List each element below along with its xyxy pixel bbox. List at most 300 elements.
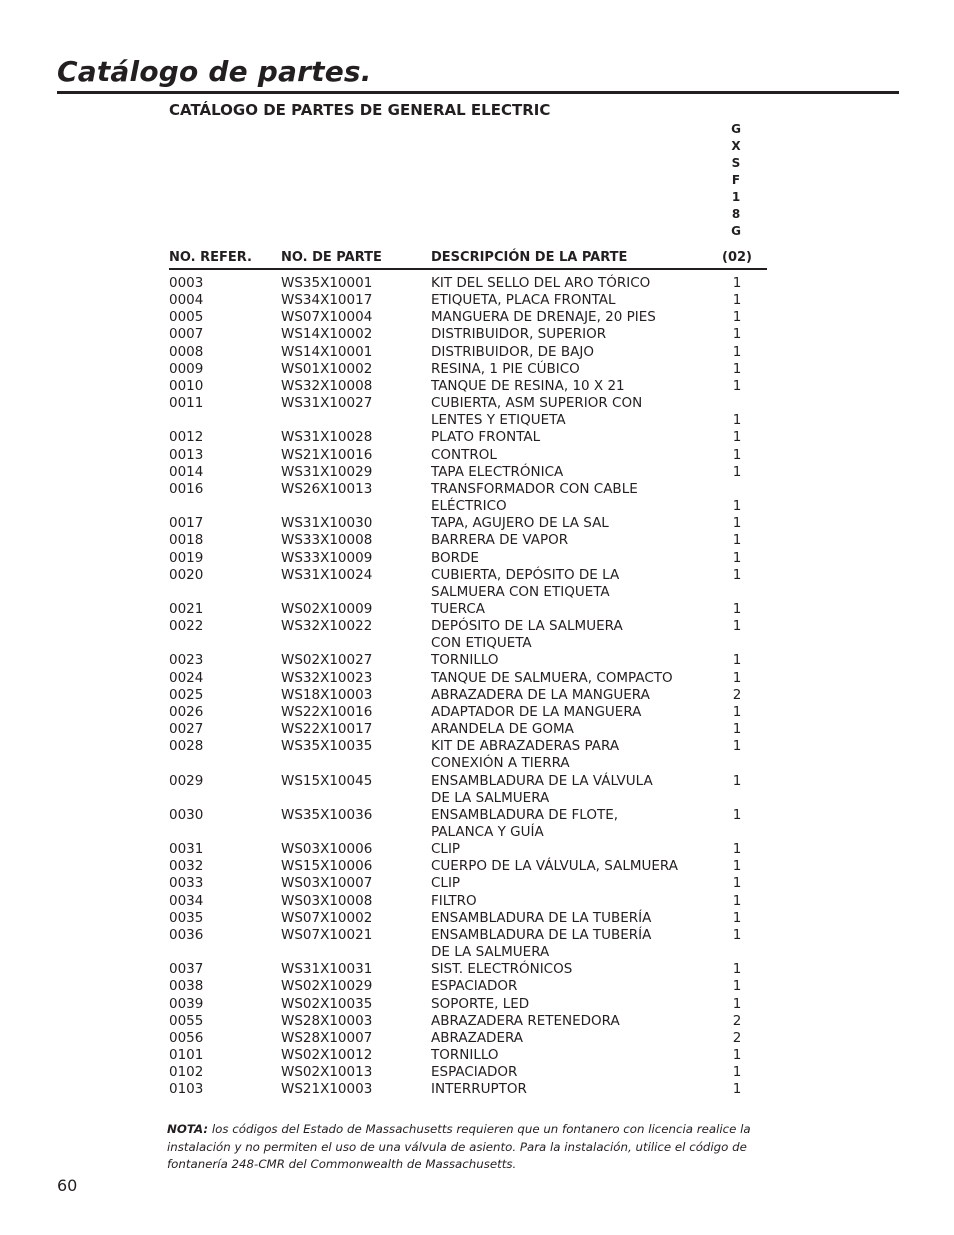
- ref-number-cell: 0030: [169, 806, 204, 823]
- model-letter: 1: [731, 190, 741, 204]
- model-letter: G: [731, 224, 741, 238]
- description-line: SOPORTE, LED: [431, 995, 530, 1012]
- ref-number-cell: 0010: [169, 377, 204, 394]
- quantity-cell: [723, 927, 751, 961]
- description-cell: [431, 996, 723, 1013]
- quantity-cell: [723, 395, 751, 429]
- description-cell: [431, 1013, 723, 1030]
- model-letter: G: [731, 122, 741, 136]
- description-line: RESINA, 1 PIE CÚBICO: [431, 360, 580, 377]
- part-number-cell: WS34X10017: [281, 292, 373, 309]
- title-divider: [57, 91, 899, 94]
- ref-number-cell: 0011: [169, 395, 204, 412]
- quantity-cell: [723, 481, 751, 515]
- table-row: [169, 532, 767, 549]
- quantity-value: 1: [732, 446, 742, 463]
- ref-number-cell: 0022: [169, 618, 204, 635]
- note-text: los códigos del Estado de Massachusetts requieren que un fontanero con licencia realice la instalación y no permiten el uso de una válvula de asiento. Para la instalación, utilice el código de fontanería 248-CMR del Commonwealth de Massachusetts.: [167, 1122, 751, 1171]
- quantity-cell: [723, 704, 751, 721]
- part-number-cell: WS32X10023: [281, 669, 373, 686]
- description-line: PALANCA Y GUÍA: [431, 824, 544, 840]
- description-line: TAPA, AGUJERO DE LA SAL: [431, 515, 609, 532]
- quantity-cell: [723, 738, 751, 772]
- table-row: [169, 378, 767, 395]
- description-cell: [431, 670, 723, 687]
- quantity-value: 2: [732, 1012, 742, 1029]
- description-cell: [431, 807, 723, 841]
- quantity-cell: [723, 326, 751, 343]
- table-row: [169, 361, 767, 378]
- description-line: TRANSFORMADOR CON CABLE: [431, 480, 638, 497]
- description-line: KIT DEL SELLO DEL ARO TÓRICO: [431, 275, 651, 291]
- description-cell: [431, 738, 723, 772]
- table-row: [169, 996, 767, 1013]
- description-line: CONTROL: [431, 446, 497, 463]
- table-row: [169, 447, 767, 464]
- quantity-cell: [723, 567, 751, 601]
- quantity-cell: [723, 773, 751, 807]
- part-number-cell: WS03X10007: [281, 875, 373, 892]
- table-row: [169, 395, 767, 429]
- quantity-cell: [723, 447, 751, 464]
- description-line: TORNILLO: [431, 1047, 499, 1064]
- description-line: ABRAZADERA: [431, 1029, 524, 1046]
- part-number-cell: WS02X10035: [281, 995, 373, 1012]
- quantity-value: 2: [732, 686, 742, 703]
- description-line: INTERRUPTOR: [431, 1081, 527, 1098]
- quantity-value: 1: [732, 875, 742, 892]
- part-number-cell: WS02X10013: [281, 1064, 373, 1081]
- quantity-value: 1: [732, 806, 742, 823]
- quantity-value: 1: [732, 978, 742, 995]
- quantity-value: 1: [732, 652, 742, 669]
- quantity-cell: [723, 275, 751, 292]
- description-line: ETIQUETA, PLACA FRONTAL: [431, 292, 616, 309]
- table-row: [169, 858, 767, 875]
- quantity-value: 1: [732, 961, 742, 978]
- description-line: KIT DE ABRAZADERAS PARA: [431, 738, 620, 755]
- table-row: [169, 652, 767, 669]
- quantity-value: 1: [732, 1081, 742, 1098]
- part-number-cell: WS33X10008: [281, 532, 373, 549]
- table-row: [169, 550, 767, 567]
- description-line: ESPACIADOR: [431, 978, 518, 995]
- table-row: [169, 961, 767, 978]
- ref-number-cell: 0037: [169, 961, 204, 978]
- part-number-cell: WS15X10045: [281, 772, 373, 789]
- ref-number-cell: 0019: [169, 549, 204, 566]
- page-number: 60: [57, 1176, 78, 1195]
- quantity-cell: [723, 1030, 751, 1047]
- quantity-value: 1: [732, 721, 742, 738]
- quantity-cell: [723, 841, 751, 858]
- description-cell: [431, 292, 723, 309]
- description-line: ABRAZADERA RETENEDORA: [431, 1012, 620, 1029]
- description-line: FILTRO: [431, 892, 477, 909]
- description-cell: [431, 875, 723, 892]
- ref-number-cell: 0014: [169, 463, 204, 480]
- ref-number-cell: 0032: [169, 858, 204, 875]
- description-cell: [431, 1047, 723, 1064]
- quantity-value: 1: [732, 377, 742, 394]
- description-line: CUBIERTA, ASM SUPERIOR CON: [431, 395, 643, 412]
- ref-number-cell: 0013: [169, 446, 204, 463]
- ref-number-cell: 0004: [169, 292, 204, 309]
- table-row: [169, 704, 767, 721]
- ref-number-cell: 0007: [169, 326, 204, 343]
- ref-number-cell: 0028: [169, 738, 204, 755]
- description-line: ENSAMBLADURA DE LA TUBERÍA: [431, 926, 652, 943]
- quantity-cell: [723, 910, 751, 927]
- ref-number-cell: 0003: [169, 275, 204, 291]
- model-code-vertical: [722, 121, 750, 240]
- description-cell: [431, 344, 723, 361]
- table-row: [169, 773, 767, 807]
- table-row: [169, 429, 767, 446]
- description-cell: [431, 704, 723, 721]
- quantity-cell: [723, 292, 751, 309]
- quantity-cell: [723, 687, 751, 704]
- quantity-value: 1: [732, 669, 742, 686]
- table-row: [169, 309, 767, 326]
- quantity-cell: [723, 344, 751, 361]
- ref-number-cell: 0102: [169, 1064, 204, 1081]
- table-row: [169, 978, 767, 995]
- table-row: [169, 1047, 767, 1064]
- part-number-cell: WS31X10027: [281, 395, 373, 412]
- quantity-cell: [723, 429, 751, 446]
- description-line: DE LA SALMUERA: [431, 944, 550, 961]
- description-cell: [431, 910, 723, 927]
- table-row: [169, 893, 767, 910]
- quantity-value: 1: [732, 292, 742, 309]
- quantity-cell: [723, 550, 751, 567]
- ref-number-cell: 0029: [169, 772, 204, 789]
- description-line: MANGUERA DE DRENAJE, 20 PIES: [431, 309, 656, 326]
- description-line: ENSAMBLADURA DE FLOTE,: [431, 806, 619, 823]
- description-cell: [431, 618, 723, 652]
- part-number-cell: WS31X10024: [281, 566, 373, 583]
- description-cell: [431, 978, 723, 995]
- description-line: DISTRIBUIDOR, SUPERIOR: [431, 326, 607, 343]
- description-cell: [431, 841, 723, 858]
- quantity-value: 1: [732, 275, 742, 291]
- description-line: SALMUERA CON ETIQUETA: [431, 583, 610, 600]
- description-line: SIST. ELECTRÓNICOS: [431, 961, 573, 978]
- ref-number-cell: 0017: [169, 515, 204, 532]
- quantity-value: 1: [732, 841, 742, 858]
- part-number-cell: WS21X10003: [281, 1081, 373, 1098]
- description-cell: [431, 481, 723, 515]
- description-cell: [431, 532, 723, 549]
- description-line: ADAPTADOR DE LA MANGUERA: [431, 703, 642, 720]
- quantity-value: 1: [732, 566, 742, 583]
- table-row: [169, 618, 767, 652]
- description-line: LENTES Y ETIQUETA: [431, 412, 566, 429]
- table-row: [169, 721, 767, 738]
- part-number-cell: WS03X10008: [281, 892, 373, 909]
- description-line: ENSAMBLADURA DE LA TUBERÍA: [431, 909, 652, 926]
- table-row: [169, 927, 767, 961]
- part-number-cell: WS35X10036: [281, 806, 373, 823]
- table-row: [169, 910, 767, 927]
- ref-number-cell: 0056: [169, 1029, 204, 1046]
- table-row: [169, 1030, 767, 1047]
- part-number-cell: WS28X10003: [281, 1012, 373, 1029]
- note-label: NOTA:: [167, 1122, 209, 1136]
- description-line: ELÉCTRICO: [431, 498, 507, 515]
- table-row: [169, 481, 767, 515]
- quantity-value: 1: [732, 772, 742, 789]
- table-row: [169, 1064, 767, 1081]
- description-cell: [431, 429, 723, 446]
- part-number-cell: WS18X10003: [281, 686, 373, 703]
- quantity-value: 1: [732, 909, 742, 926]
- quantity-value: 1: [732, 892, 742, 909]
- quantity-value: 1: [732, 326, 742, 343]
- description-line: CUERPO DE LA VÁLVULA, SALMUERA: [431, 858, 678, 875]
- part-number-cell: WS32X10022: [281, 618, 373, 635]
- table-row: [169, 601, 767, 618]
- part-number-cell: WS02X10027: [281, 652, 373, 669]
- quantity-value: 1: [732, 1047, 742, 1064]
- part-number-cell: WS31X10031: [281, 961, 373, 978]
- ref-number-cell: 0101: [169, 1047, 204, 1064]
- description-line: BARRERA DE VAPOR: [431, 532, 569, 549]
- quantity-cell: [723, 464, 751, 481]
- description-cell: [431, 361, 723, 378]
- description-cell: [431, 1081, 723, 1098]
- ref-number-cell: 0021: [169, 600, 204, 617]
- part-number-cell: WS22X10017: [281, 721, 373, 738]
- part-number-cell: WS02X10029: [281, 978, 373, 995]
- part-number-cell: WS31X10030: [281, 515, 373, 532]
- part-number-cell: WS31X10028: [281, 429, 373, 446]
- column-header-quantity: (02): [722, 250, 752, 265]
- quantity-cell: [723, 1081, 751, 1098]
- model-letter: 8: [731, 207, 741, 221]
- part-number-cell: WS14X10002: [281, 326, 373, 343]
- quantity-cell: [723, 996, 751, 1013]
- description-cell: [431, 961, 723, 978]
- description-line: TANQUE DE RESINA, 10 X 21: [431, 377, 625, 394]
- model-letter: S: [731, 156, 741, 170]
- description-line: PLATO FRONTAL: [431, 429, 541, 446]
- model-letter: F: [731, 173, 741, 187]
- part-number-cell: WS35X10035: [281, 738, 373, 755]
- quantity-value: 1: [732, 498, 742, 515]
- table-row: [169, 875, 767, 892]
- description-cell: [431, 275, 723, 292]
- description-line: CLIP: [431, 841, 461, 858]
- description-cell: [431, 652, 723, 669]
- description-line: BORDE: [431, 549, 479, 566]
- table-row: [169, 344, 767, 361]
- description-line: DISTRIBUIDOR, DE BAJO: [431, 343, 594, 360]
- ref-number-cell: 0018: [169, 532, 204, 549]
- quantity-cell: [723, 309, 751, 326]
- column-header-description: DESCRIPCIÓN DE LA PARTE: [431, 250, 628, 265]
- table-row: [169, 841, 767, 858]
- part-number-cell: WS01X10002: [281, 360, 373, 377]
- table-row: [169, 738, 767, 772]
- quantity-cell: [723, 601, 751, 618]
- description-line: CUBIERTA, DEPÓSITO DE LA: [431, 566, 620, 583]
- part-number-cell: WS03X10006: [281, 841, 373, 858]
- ref-number-cell: 0005: [169, 309, 204, 326]
- quantity-value: 1: [732, 926, 742, 943]
- quantity-value: 1: [732, 703, 742, 720]
- description-line: DEPÓSITO DE LA SALMUERA: [431, 618, 623, 635]
- ref-number-cell: 0025: [169, 686, 204, 703]
- quantity-value: 1: [732, 995, 742, 1012]
- description-line: CONEXIÓN A TIERRA: [431, 755, 570, 772]
- ref-number-cell: 0024: [169, 669, 204, 686]
- table-row: [169, 275, 767, 292]
- table-row: [169, 807, 767, 841]
- description-cell: [431, 326, 723, 343]
- table-row: [169, 515, 767, 532]
- quantity-cell: [723, 893, 751, 910]
- description-cell: [431, 464, 723, 481]
- description-cell: [431, 1030, 723, 1047]
- description-cell: [431, 601, 723, 618]
- ref-number-cell: 0023: [169, 652, 204, 669]
- quantity-cell: [723, 515, 751, 532]
- description-cell: [431, 550, 723, 567]
- quantity-cell: [723, 1047, 751, 1064]
- description-line: TUERCA: [431, 600, 486, 617]
- quantity-value: 1: [732, 618, 742, 635]
- quantity-value: 1: [732, 515, 742, 532]
- description-cell: [431, 858, 723, 875]
- quantity-value: 1: [732, 1064, 742, 1081]
- description-cell: [431, 687, 723, 704]
- ref-number-cell: 0009: [169, 360, 204, 377]
- table-row: [169, 670, 767, 687]
- part-number-cell: WS35X10001: [281, 275, 373, 291]
- part-number-cell: WS33X10009: [281, 549, 373, 566]
- table-row: [169, 464, 767, 481]
- table-row: [169, 687, 767, 704]
- column-header-ref: NO. REFER.: [169, 250, 252, 265]
- quantity-value: 1: [732, 343, 742, 360]
- quantity-value: 1: [732, 532, 742, 549]
- ref-number-cell: 0008: [169, 343, 204, 360]
- table-row: [169, 1081, 767, 1098]
- ref-number-cell: 0031: [169, 841, 204, 858]
- quantity-cell: [723, 961, 751, 978]
- part-number-cell: WS28X10007: [281, 1029, 373, 1046]
- quantity-value: 1: [732, 412, 742, 429]
- description-line: TORNILLO: [431, 652, 499, 669]
- table-row: [169, 1013, 767, 1030]
- ref-number-cell: 0034: [169, 892, 204, 909]
- description-cell: [431, 378, 723, 395]
- ref-number-cell: 0035: [169, 909, 204, 926]
- description-cell: [431, 567, 723, 601]
- quantity-value: 1: [732, 429, 742, 446]
- part-number-cell: WS22X10016: [281, 703, 373, 720]
- description-cell: [431, 927, 723, 961]
- description-line: CON ETIQUETA: [431, 635, 532, 652]
- description-cell: [431, 395, 723, 429]
- description-cell: [431, 721, 723, 738]
- part-number-cell: WS26X10013: [281, 480, 373, 497]
- massachusetts-note: [167, 1121, 777, 1174]
- parts-table: [169, 275, 767, 1099]
- quantity-value: 1: [732, 858, 742, 875]
- part-number-cell: WS14X10001: [281, 343, 373, 360]
- quantity-cell: [723, 807, 751, 841]
- part-number-cell: WS32X10008: [281, 377, 373, 394]
- model-letter: X: [731, 139, 741, 153]
- description-line: TAPA ELECTRÓNICA: [431, 463, 564, 480]
- quantity-value: 2: [732, 1029, 742, 1046]
- part-number-cell: WS07X10002: [281, 909, 373, 926]
- part-number-cell: WS21X10016: [281, 446, 373, 463]
- description-line: ESPACIADOR: [431, 1064, 518, 1081]
- description-line: ENSAMBLADURA DE LA VÁLVULA: [431, 772, 653, 789]
- page-title: Catálogo de partes.: [57, 55, 372, 88]
- ref-number-cell: 0033: [169, 875, 204, 892]
- column-header-part: NO. DE PARTE: [281, 250, 382, 265]
- part-number-cell: WS07X10021: [281, 926, 373, 943]
- quantity-value: 1: [732, 549, 742, 566]
- ref-number-cell: 0038: [169, 978, 204, 995]
- quantity-value: 1: [732, 309, 742, 326]
- quantity-value: 1: [732, 360, 742, 377]
- ref-number-cell: 0026: [169, 703, 204, 720]
- header-divider: [169, 268, 767, 270]
- ref-number-cell: 0055: [169, 1012, 204, 1029]
- quantity-cell: [723, 532, 751, 549]
- part-number-cell: WS02X10009: [281, 600, 373, 617]
- description-cell: [431, 773, 723, 807]
- ref-number-cell: 0103: [169, 1081, 204, 1098]
- table-row: [169, 326, 767, 343]
- part-number-cell: WS02X10012: [281, 1047, 373, 1064]
- description-cell: [431, 1064, 723, 1081]
- description-line: DE LA SALMUERA: [431, 789, 550, 806]
- quantity-value: 1: [732, 738, 742, 755]
- description-line: TANQUE DE SALMUERA, COMPACTO: [431, 669, 673, 686]
- part-number-cell: WS07X10004: [281, 309, 373, 326]
- ref-number-cell: 0039: [169, 995, 204, 1012]
- quantity-value: 1: [732, 600, 742, 617]
- quantity-cell: [723, 1013, 751, 1030]
- part-number-cell: WS15X10006: [281, 858, 373, 875]
- quantity-cell: [723, 978, 751, 995]
- description-line: ARANDELA DE GOMA: [431, 721, 574, 738]
- ref-number-cell: 0016: [169, 480, 204, 497]
- catalog-heading: CATÁLOGO DE PARTES DE GENERAL ELECTRIC: [169, 101, 551, 119]
- description-cell: [431, 447, 723, 464]
- quantity-cell: [723, 618, 751, 652]
- ref-number-cell: 0012: [169, 429, 204, 446]
- table-row: [169, 567, 767, 601]
- quantity-cell: [723, 875, 751, 892]
- ref-number-cell: 0036: [169, 926, 204, 943]
- quantity-value: 1: [732, 463, 742, 480]
- quantity-cell: [723, 1064, 751, 1081]
- quantity-cell: [723, 378, 751, 395]
- quantity-cell: [723, 858, 751, 875]
- description-line: ABRAZADERA DE LA MANGUERA: [431, 686, 650, 703]
- description-cell: [431, 893, 723, 910]
- part-number-cell: WS31X10029: [281, 463, 373, 480]
- quantity-cell: [723, 361, 751, 378]
